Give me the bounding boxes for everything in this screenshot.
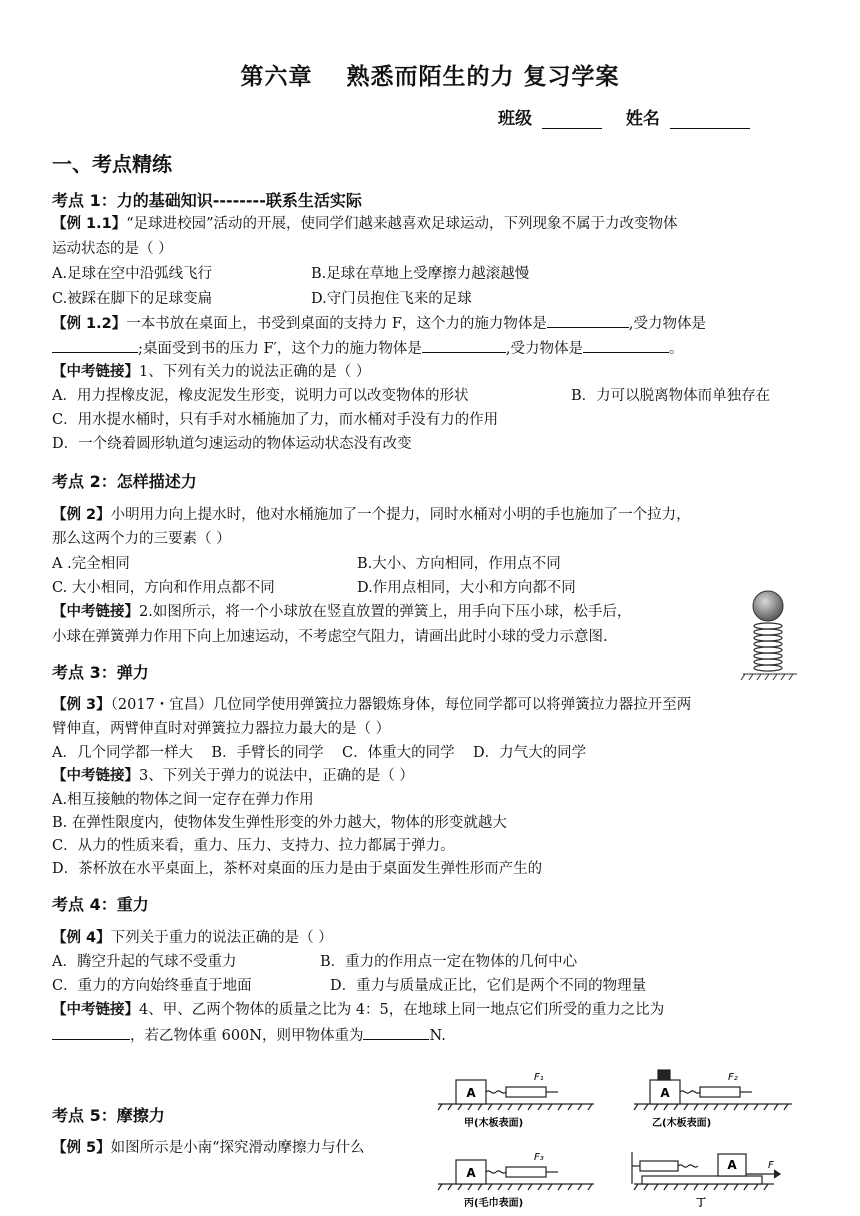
e3-options: A．几个同学都一样大 B．手臂长的同学 C．体重大的同学 D．力气大的同学 (52, 745, 587, 761)
zk1-option-a: A．用力捏橡皮泥，橡皮泥发生形变，说明力可以改变物体的形状 (52, 388, 469, 404)
spring-ball-figure (735, 588, 805, 688)
zk4-text-b: N. (429, 1028, 446, 1044)
e3-line2: 臂伸直，两臂伸直时对弹簧拉力器拉力最大的是（ ） (52, 721, 391, 737)
zk2-text: 2.如图所示，将一个小球放在竖直放置的弹簧上，用手向下压小球，松手后， (139, 604, 632, 620)
e2-option-c: C. 大小相同，方向和作用点都不同 (52, 580, 275, 596)
class-blank[interactable] (542, 110, 602, 129)
e12-text-b: ,受力物体是 (628, 316, 707, 332)
e12-text-a: 一本书放在桌面上，书受到桌面的支持力 F，这个力的施力物体是 (126, 316, 547, 332)
zk1-option-c: C．用水提水桶时，只有手对水桶施加了力，而水桶对手没有力的作用 (52, 412, 499, 428)
block-label: A (727, 1158, 737, 1172)
panel-yi (634, 1070, 792, 1110)
e5-text: 如图所示是小南“探究滑动摩擦力与什么 (110, 1140, 365, 1156)
panel-ding (632, 1152, 780, 1190)
force-label-f2: F₂ (728, 1072, 738, 1083)
block-label: A (466, 1166, 476, 1180)
e4-option-d: D．重力与质量成正比，它们是两个不同的物理量 (330, 978, 647, 994)
zk1-option-b: B．力可以脱离物体而单独存在 (571, 388, 771, 404)
panel-bing (438, 1160, 594, 1190)
k3-heading: 考点 3：弹力 (52, 663, 149, 682)
answer-blank[interactable] (363, 1025, 429, 1040)
answer-blank[interactable] (547, 313, 629, 328)
e11-line2: 运动状态的是（ ） (52, 241, 173, 257)
e4-option-b: B．重力的作用点一定在物体的几何中心 (320, 954, 578, 970)
answer-blank[interactable] (52, 338, 138, 353)
answer-blank[interactable] (52, 1025, 130, 1040)
friction-experiment-figure (434, 1064, 796, 1212)
zk3-option-c: C．从力的性质来看，重力、压力、支持力、拉力都属于弹力。 (52, 838, 455, 854)
zk3-option-d: D．茶杯放在水平桌面上，茶杯对桌面的压力是由于桌面发生弹性形而产生的 (52, 861, 543, 877)
zk1-text: 1、下列有关力的说法正确的是（ ） (139, 364, 371, 380)
e11-option-d: D.守门员抱住飞来的足球 (311, 291, 472, 307)
zk3-question (52, 766, 414, 786)
example-tag: 【例 1.2】 (52, 316, 127, 332)
exam-link-tag: 【中考链接】 (52, 1002, 139, 1018)
zk3-option-a: A.相互接触的物体之间一定存在弹力作用 (52, 792, 314, 808)
e2-option-d: D.作用点相同，大小和方向都不同 (357, 580, 576, 596)
ball-icon (753, 591, 783, 621)
zk1-question (52, 362, 370, 382)
e3-line1 (52, 695, 691, 715)
zk4-line2 (52, 1025, 446, 1046)
zk4-text-a: ，若乙物体重 600N，则甲物体重为 (130, 1028, 364, 1044)
e4-option-c: C．重力的方向始终垂直于地面 (52, 978, 252, 994)
example-tag: 【例 2】 (52, 507, 111, 523)
name-label: 姓名 (625, 109, 660, 129)
zk2-line1 (52, 602, 631, 622)
e12-line1 (52, 313, 706, 334)
e2-line2: 那么这两个力的三要素（ ） (52, 531, 231, 547)
zk1-option-d: D．一个绕着圆形轨道匀速运动的物体运动状态没有改变 (52, 436, 412, 452)
k5-heading: 考点 5：摩擦力 (52, 1106, 165, 1125)
class-label: 班级 (498, 109, 532, 129)
force-label-f3: F₃ (534, 1152, 544, 1163)
caption-ding: 丁 (696, 1198, 706, 1209)
name-blank[interactable] (670, 110, 750, 129)
k1-heading: 考点 1：力的基础知识--------联系生活实际 (52, 191, 362, 210)
e2-line1 (52, 505, 691, 525)
block-label: A (660, 1086, 670, 1100)
block-label: A (466, 1086, 476, 1100)
example-tag: 【例 4】 (52, 930, 111, 946)
example-tag: 【例 3】 (52, 697, 111, 713)
e12-text-e: 。 (668, 341, 684, 357)
zk4-text: 4、甲、乙两个物体的质量之比为 4：5，在地球上同一地点它们所受的重力之比为 (139, 1002, 665, 1018)
example-tag: 【例 1.1】 (52, 216, 127, 232)
caption-bing: 丙(毛巾表面) (464, 1198, 524, 1209)
exam-link-tag: 【中考链接】 (52, 768, 139, 784)
example-tag: 【例 5】 (52, 1140, 111, 1156)
e4-question (52, 928, 333, 948)
e5-line1 (52, 1138, 365, 1158)
e2-option-a: A .完全相同 (52, 556, 130, 572)
e4-option-a: A．腾空升起的气球不受重力 (52, 954, 237, 970)
caption-yi: 乙(木板表面) (652, 1118, 712, 1129)
chapter-number: 第六章 (240, 64, 313, 90)
exam-link-tag: 【中考链接】 (52, 364, 139, 380)
answer-blank[interactable] (422, 338, 506, 353)
zk2-line2: 小球在弹簧弹力作用下向上加速运动，不考虑空气阻力，请画出此时小球的受力示意图. (52, 629, 608, 645)
zk4-line1 (52, 1000, 664, 1020)
e12-text-c: ;桌面受到书的压力 F′，这个力的施力物体是 (138, 341, 422, 357)
spring-icon (754, 623, 782, 671)
ground-icon (741, 674, 797, 680)
exam-link-tag: 【中考链接】 (52, 604, 139, 620)
section-heading: 一、考点精练 (52, 152, 172, 176)
panel-jia (438, 1080, 594, 1110)
e2-option-b: B.大小、方向相同，作用点不同 (357, 556, 561, 572)
e11-text: “足球进校园”活动的开展，使同学们越来越喜欢足球运动，下列现象不属于力改变物体 (126, 216, 678, 232)
answer-blank[interactable] (583, 338, 669, 353)
e11-line1 (52, 214, 678, 234)
chapter-title: 熟悉而陌生的力 复习学案 (346, 64, 620, 90)
e11-option-c: C.被踩在脚下的足球变扁 (52, 291, 213, 307)
k4-heading: 考点 4：重力 (52, 895, 149, 914)
force-label-f1: F₁ (534, 1072, 544, 1083)
e12-line2 (52, 338, 683, 359)
e11-option-a: A.足球在空中沿弧线飞行 (52, 266, 213, 282)
page-title (0, 58, 860, 91)
e2-text: 小明用力向上提水时，他对水桶施加了一个提力，同时水桶对小明的手也施加了一个拉力， (110, 507, 691, 523)
zk3-option-b: B. 在弹性限度内，使物体发生弹性形变的外力越大，物体的形变就越大 (52, 815, 507, 831)
e12-text-d: ,受力物体是 (505, 341, 583, 357)
e4-text: 下列关于重力的说法正确的是（ ） (110, 930, 333, 946)
zk3-text: 3、下列关于弹力的说法中，正确的是（ ） (139, 768, 414, 784)
e11-option-b: B.足球在草地上受摩擦力越滚越慢 (311, 266, 530, 282)
caption-jia: 甲(木板表面) (464, 1118, 524, 1129)
class-name-line (498, 104, 750, 129)
force-label-f: F (768, 1160, 774, 1171)
e3-text: （2017・宜昌）几位同学使用弹簧拉力器锻炼身体，每位同学都可以将弹簧拉力器拉开至两 (110, 697, 692, 713)
k2-heading: 考点 2：怎样描述力 (52, 472, 197, 491)
